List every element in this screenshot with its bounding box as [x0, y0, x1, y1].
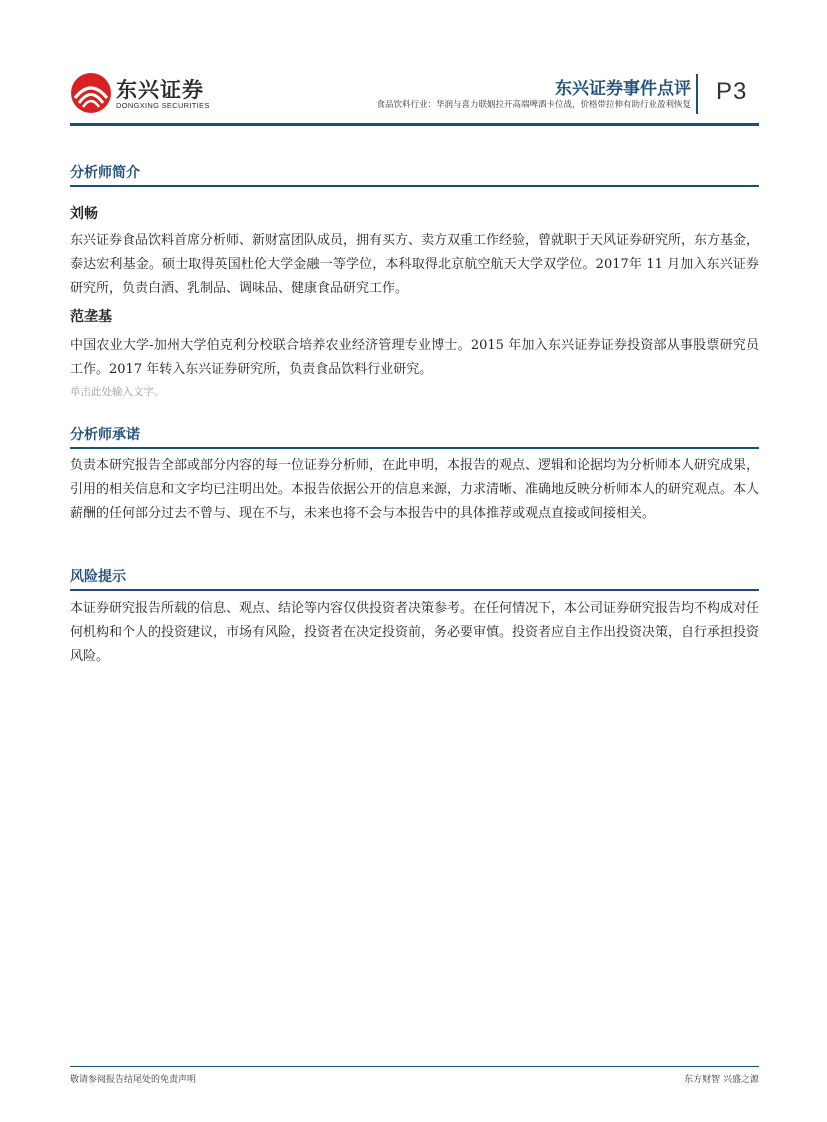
section-title-risk: 风险提示 — [70, 569, 126, 585]
section-title-analyst-intro: 分析师简介 — [70, 165, 140, 181]
commitment-text: 负责本研究报告全部或部分内容的每一位证券分析师，在此申明，本报告的观点、逻辑和论据均为分析师本人研究成果，引用的相关信息和文字均已注明出处。本报告依据公开的信息来源，力求清晰、准确地反映分析师本人的研究观点。本人薪酬的任何部分过去不曾与、现在不与，未来也将不会与本报告中的具体推荐或观点直接或间接相关。 — [70, 458, 760, 521]
dongxing-logo-icon — [70, 72, 112, 114]
analyst-bio: 东兴证券食品饮料首席分析师、新财富团队成员，拥有买方、卖方双重工作经验，曾就职于天风证券研究所，东方基金，泰达宏利基金。硕士取得英国杜伦大学金融一等学位，本科取得北京航空航天大学双学位。2017年 11 月加入东兴证券研究所，负责白酒、乳制品、调味品、健康食品研究工作。 — [70, 233, 760, 296]
footer-slogan: 东方财智 兴盛之源 — [684, 1075, 759, 1085]
footer-rule — [70, 1066, 759, 1067]
section-title-commitment: 分析师承诺 — [70, 427, 140, 443]
company-logo — [70, 70, 210, 116]
footer-disclaimer-note: 敬请参阅报告结尾处的免责声明 — [70, 1075, 197, 1085]
header-divider — [696, 74, 698, 114]
section-rule-analyst-intro — [70, 185, 759, 187]
analyst-name: 范垄基 — [70, 309, 112, 325]
section-rule-commitment — [70, 447, 759, 449]
page-number: P3 — [716, 78, 748, 105]
risk-text: 本证券研究报告所载的信息、观点、结论等内容仅供投资者决策参考。在任何情况下，本公司证券研究报告均不构成对任何机构和个人的投资建议，市场有风险，投资者在决定投资前，务必要审慎。投资者应自主作出投资决策，自行承担投资风险。 — [70, 601, 760, 664]
logo-en-text: DONGXING SECURITIES — [116, 101, 210, 110]
header-rule — [70, 123, 759, 126]
report-subtitle: 食品饮料行业：华润与喜力联姻拉开高端啤酒卡位战，价格带拉伸有助行业盈利恢复 — [376, 100, 691, 110]
logo-cn-text: 东兴证券 — [116, 78, 204, 102]
text-placeholder[interactable]: 单击此处输入文字。 — [70, 386, 165, 398]
analyst-name: 刘畅 — [70, 206, 98, 222]
report-type-title: 东兴证券事件点评 — [555, 79, 691, 99]
section-rule-risk — [70, 589, 759, 591]
analyst-bio: 中国农业大学-加州大学伯克利分校联合培养农业经济管理专业博士。2015 年加入东兴证券证券投资部从事股票研究员工作。2017 年转入东兴证券研究所，负责食品饮料行业研究。 — [70, 338, 759, 377]
